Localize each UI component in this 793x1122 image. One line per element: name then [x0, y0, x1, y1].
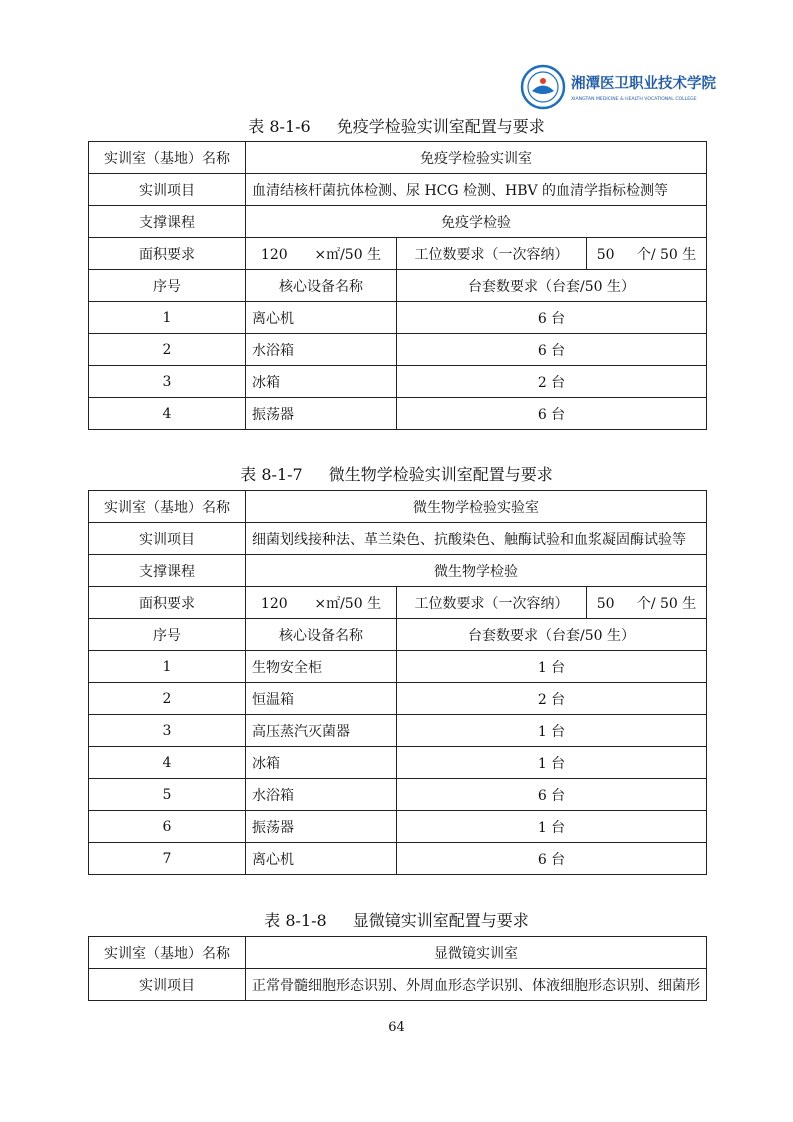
table-row: [89, 206, 707, 238]
table-row: [89, 238, 707, 270]
table-8-1-7: [88, 490, 707, 875]
course-value: 免疫学检验: [246, 206, 707, 238]
project-value: 血清结核杆菌抗体检测、尿 HCG 检测、HBV 的血清学指标检测等: [246, 174, 707, 206]
seq-cell: 6: [89, 811, 246, 843]
table-row: [89, 747, 707, 779]
col-seq: 序号: [89, 619, 246, 651]
table-8-1-8: [88, 936, 707, 1001]
device-cell: 生物安全柜: [246, 651, 397, 683]
table-row: [89, 779, 707, 811]
table-8-1-6: [88, 141, 707, 430]
table-title: 微生物学检验实训室配置与要求: [328, 465, 553, 484]
area-cell: [246, 587, 397, 619]
col-qty: 台套数要求（台套/50 生）: [397, 270, 707, 302]
qty-cell: 6 台: [397, 779, 707, 811]
table-header-row: [89, 270, 707, 302]
device-cell: 冰箱: [246, 366, 397, 398]
table-row: [89, 555, 707, 587]
area-value: 120: [260, 595, 288, 612]
device-cell: 水浴箱: [246, 779, 397, 811]
device-cell: 振荡器: [246, 398, 397, 430]
project-value: 正常骨髓细胞形态识别、外周血形态学识别、体液细胞形态识别、细菌形: [246, 969, 707, 1001]
seq-cell: 2: [89, 683, 246, 715]
room-label: 实训室（基地）名称: [89, 491, 246, 523]
station-unit: 个/ 50 生: [636, 595, 697, 612]
device-cell: 水浴箱: [246, 334, 397, 366]
qty-cell: 6 台: [397, 843, 707, 875]
room-value: 显微镜实训室: [246, 937, 707, 969]
table-title: 显微镜实训室配置与要求: [352, 911, 529, 930]
station-cell: [587, 238, 707, 270]
logo-en-text: XIANGTAN MEDICINE & HEALTH VOCATIONAL COLLEGE: [571, 97, 697, 102]
table-title: 免疫学检验实训室配置与要求: [336, 117, 545, 136]
area-cell: [246, 238, 397, 270]
room-value: 微生物学检验实验室: [246, 491, 707, 523]
area-label: 面积要求: [89, 238, 246, 270]
table-row: [89, 969, 707, 1001]
device-cell: 离心机: [246, 843, 397, 875]
qty-cell: 1 台: [397, 747, 707, 779]
area-unit: ×㎡/50 生: [314, 595, 382, 612]
device-cell: 离心机: [246, 302, 397, 334]
qty-cell: 6 台: [397, 334, 707, 366]
table-row: [89, 523, 707, 555]
project-value: 细菌划线接种法、革兰染色、抗酸染色、触酶试验和血浆凝固酶试验等: [246, 523, 707, 555]
table-number: 表 8-1-8: [264, 911, 327, 930]
project-label: 实训项目: [89, 174, 246, 206]
device-cell: 恒温箱: [246, 683, 397, 715]
table-row: [89, 366, 707, 398]
seq-cell: 7: [89, 843, 246, 875]
seq-cell: 4: [89, 747, 246, 779]
course-value: 微生物学检验: [246, 555, 707, 587]
qty-cell: 6 台: [397, 302, 707, 334]
seq-cell: 5: [89, 779, 246, 811]
course-label: 支撑课程: [89, 555, 246, 587]
station-value: 50: [596, 595, 615, 612]
seq-cell: 1: [89, 651, 246, 683]
table-row: [89, 587, 707, 619]
device-cell: 冰箱: [246, 747, 397, 779]
qty-cell: 1 台: [397, 651, 707, 683]
room-value: 免疫学检验实训室: [246, 142, 707, 174]
qty-cell: 1 台: [397, 715, 707, 747]
device-cell: 高压蒸汽灭菌器: [246, 715, 397, 747]
seq-cell: 1: [89, 302, 246, 334]
table-row: [89, 651, 707, 683]
college-logo: [519, 64, 719, 110]
qty-cell: 1 台: [397, 811, 707, 843]
page-number: 64: [388, 1020, 405, 1035]
project-label: 实训项目: [89, 969, 246, 1001]
table-row: [89, 142, 707, 174]
seq-cell: 4: [89, 398, 246, 430]
table-row: [89, 334, 707, 366]
seq-cell: 2: [89, 334, 246, 366]
area-value: 120: [260, 246, 288, 263]
station-label: 工位数要求（一次容纳）: [397, 238, 587, 270]
station-unit: 个/ 50 生: [636, 246, 697, 263]
station-cell: [587, 587, 707, 619]
station-label: 工位数要求（一次容纳）: [397, 587, 587, 619]
qty-cell: 2 台: [397, 366, 707, 398]
table-row: [89, 811, 707, 843]
logo-cn-text: 湘潭医卫职业技术学院: [571, 75, 716, 92]
room-label: 实训室（基地）名称: [89, 937, 246, 969]
table-row: [89, 174, 707, 206]
table-row: [89, 843, 707, 875]
area-label: 面积要求: [89, 587, 246, 619]
table-row: [89, 398, 707, 430]
area-unit: ×㎡/50 生: [314, 246, 382, 263]
table-row: [89, 683, 707, 715]
table-row: [89, 491, 707, 523]
station-value: 50: [596, 246, 615, 263]
course-label: 支撑课程: [89, 206, 246, 238]
col-qty: 台套数要求（台套/50 生）: [397, 619, 707, 651]
room-label: 实训室（基地）名称: [89, 142, 246, 174]
device-cell: 振荡器: [246, 811, 397, 843]
seq-cell: 3: [89, 715, 246, 747]
table-caption-8-1-7: [0, 465, 793, 485]
table-row: [89, 302, 707, 334]
qty-cell: 2 台: [397, 683, 707, 715]
col-device: 核心设备名称: [246, 270, 397, 302]
table-row: [89, 937, 707, 969]
table-number: 表 8-1-6: [248, 117, 311, 136]
project-label: 实训项目: [89, 523, 246, 555]
table-header-row: [89, 619, 707, 651]
col-device: 核心设备名称: [246, 619, 397, 651]
table-caption-8-1-8: [0, 911, 793, 931]
seq-cell: 3: [89, 366, 246, 398]
table-caption-8-1-6: [0, 117, 793, 137]
table-number: 表 8-1-7: [240, 465, 303, 484]
qty-cell: 6 台: [397, 398, 707, 430]
table-row: [89, 715, 707, 747]
col-seq: 序号: [89, 270, 246, 302]
